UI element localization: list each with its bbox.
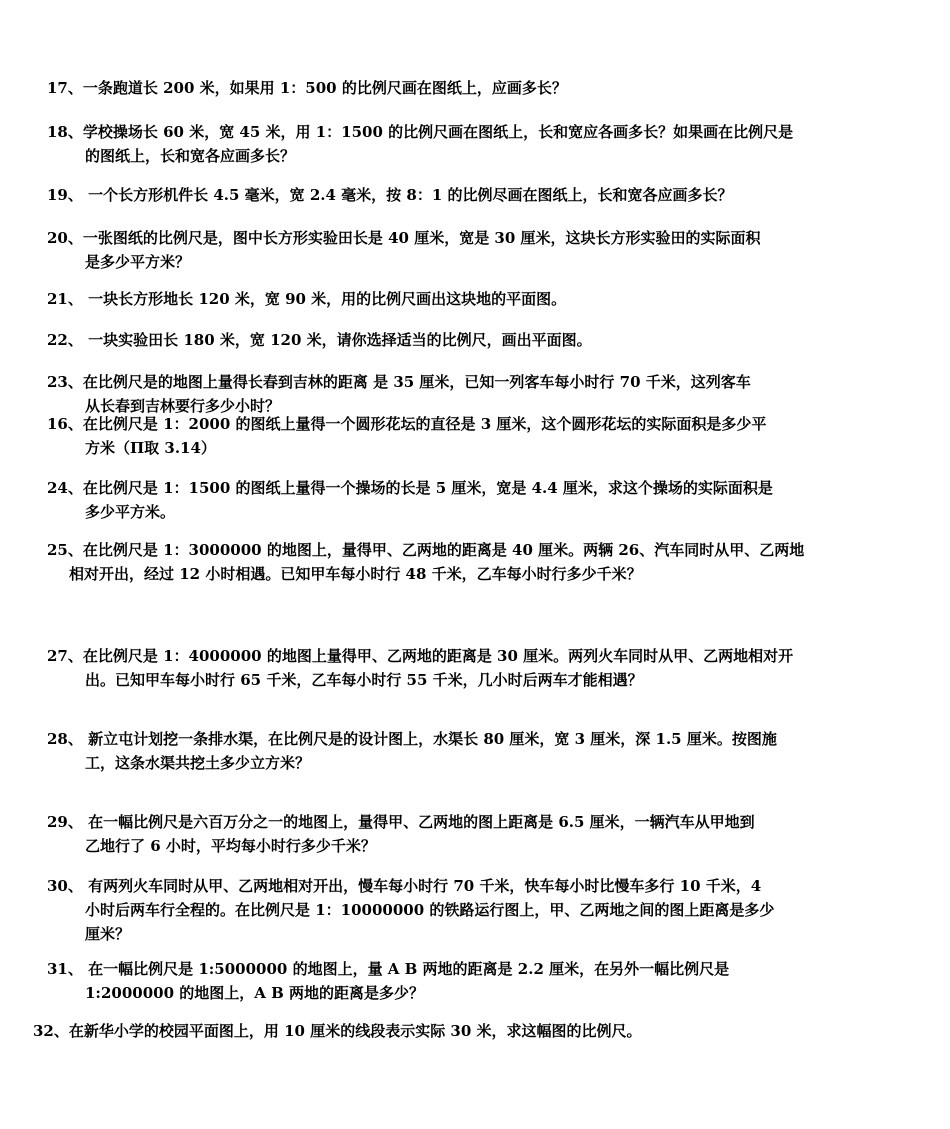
problem-line: 30、 有两列火车同时从甲、乙两地相对开出，慢车每小时行 70 千米，快车每小时比慢车多行 10 千米，4 [47, 877, 762, 895]
problem-line: 31、 在一幅比例尺是 1:5000000 的地图上，量 A B 两地的距离是 2.2 厘米，在另外一幅比例尺是 [47, 960, 730, 978]
problem-24 [47, 476, 892, 524]
problem-18 [47, 120, 892, 168]
problem-line: 的图纸上，长和宽各应画多长？ [85, 147, 296, 165]
problem-30 [47, 874, 892, 946]
problem-16 [47, 412, 892, 460]
problem-line: 32、在新华小学的校园平面图上，用 10 厘米的线段表示实际 30 米，求这幅图的比例尺。 [33, 1022, 642, 1040]
problem-line: 25、在比例尺是 1：3000000 的地图上，量得甲、乙两地的距离是 40 厘米。两辆 26、汽车同时从甲、乙两地 [47, 541, 805, 559]
problem-line: 多少平方米。 [85, 503, 176, 521]
problem-line: 23、在比例尺是的地图上量得长春到吉林的距离 是 35 厘米，已知一列客车每小时行 70 千米，这列客车 [47, 373, 751, 391]
problem-21 [47, 287, 892, 311]
problem-line: 方米（П取 3.14） [85, 439, 216, 457]
problem-line: 28、 新立屯计划挖一条排水渠，在比例尺是的设计图上，水渠长 80 厘米，宽 3 厘米，深 1.5 厘米。按图施 [47, 730, 777, 748]
problem-line: 相对开出，经过 12 小时相遇。已知甲车每小时行 48 千米，乙车每小时行多少千米？ [69, 565, 642, 583]
problem-line: 乙地行了 6 小时，平均每小时行多少千米？ [85, 837, 376, 855]
problem-line: 22、 一块实验田长 180 米，宽 120 米，请你选择适当的比例尺，画出平面图。 [47, 331, 592, 349]
problem-25 [47, 538, 892, 586]
problem-27 [47, 644, 892, 692]
problem-line: 18、学校操场长 60 米，宽 45 米，用 1：1500 的比例尺画在图纸上，长和宽应各画多长？如果画在比例尺是 [47, 123, 794, 141]
problem-22 [47, 328, 892, 352]
problem-line: 27、在比例尺是 1：4000000 的地图上量得甲、乙两地的距离是 30 厘米。两列火车同时从甲、乙两地相对开 [47, 647, 794, 665]
problem-line: 17、一条跑道长 200 米，如果用 1：500 的比例尺画在图纸上，应画多长？ [47, 79, 567, 97]
problem-line: 厘米？ [85, 925, 131, 943]
problem-line: 16、在比例尺是 1：2000 的图纸上量得一个圆形花坛的直径是 3 厘米，这个圆形花坛的实际面积是多少平 [47, 415, 767, 433]
problem-31 [47, 957, 892, 1005]
problem-line: 小时后两车行全程的。在比例尺是 1：10000000 的铁路运行图上，甲、乙两地之间的图上距离是多少 [85, 901, 775, 919]
problem-line: 是多少平方米？ [85, 253, 191, 271]
problem-line: 24、在比例尺是 1：1500 的图纸上量得一个操场的长是 5 厘米，宽是 4.4 厘米，求这个操场的实际面积是 [47, 479, 773, 497]
problem-28 [47, 727, 892, 775]
problem-29 [47, 810, 892, 858]
problem-line: 21、 一块长方形地长 120 米，宽 90 米，用的比例尺画出这块地的平面图。 [47, 290, 567, 308]
problem-line: 29、 在一幅比例尺是六百万分之一的地图上，量得甲、乙两地的图上距离是 6.5 厘米，一辆汽车从甲地到 [47, 813, 755, 831]
problem-17 [47, 76, 892, 100]
problem-line: 1:2000000 的地图上，A B 两地的距离是多少？ [85, 984, 425, 1002]
problem-19 [47, 183, 892, 207]
problem-20 [47, 226, 892, 274]
problem-line: 19、 一个长方形机件长 4.5 毫米，宽 2.4 毫米，按 8：1 的比例尽画在图纸上，长和宽各应画多长？ [47, 186, 733, 204]
problem-32 [33, 1019, 878, 1043]
problem-line: 从长春到吉林要行多少小时？ [85, 397, 281, 415]
problem-line: 20、一张图纸的比例尺是，图中长方形实验田长是 40 厘米，宽是 30 厘米，这块长方形实验田的实际面积 [47, 229, 761, 247]
problem-line: 工，这条水渠共挖土多少立方米？ [85, 754, 311, 772]
problem-23 [47, 370, 892, 418]
problem-line: 出。已知甲车每小时行 65 千米，乙车每小时行 55 千米，几小时后两车才能相遇？ [85, 671, 643, 689]
